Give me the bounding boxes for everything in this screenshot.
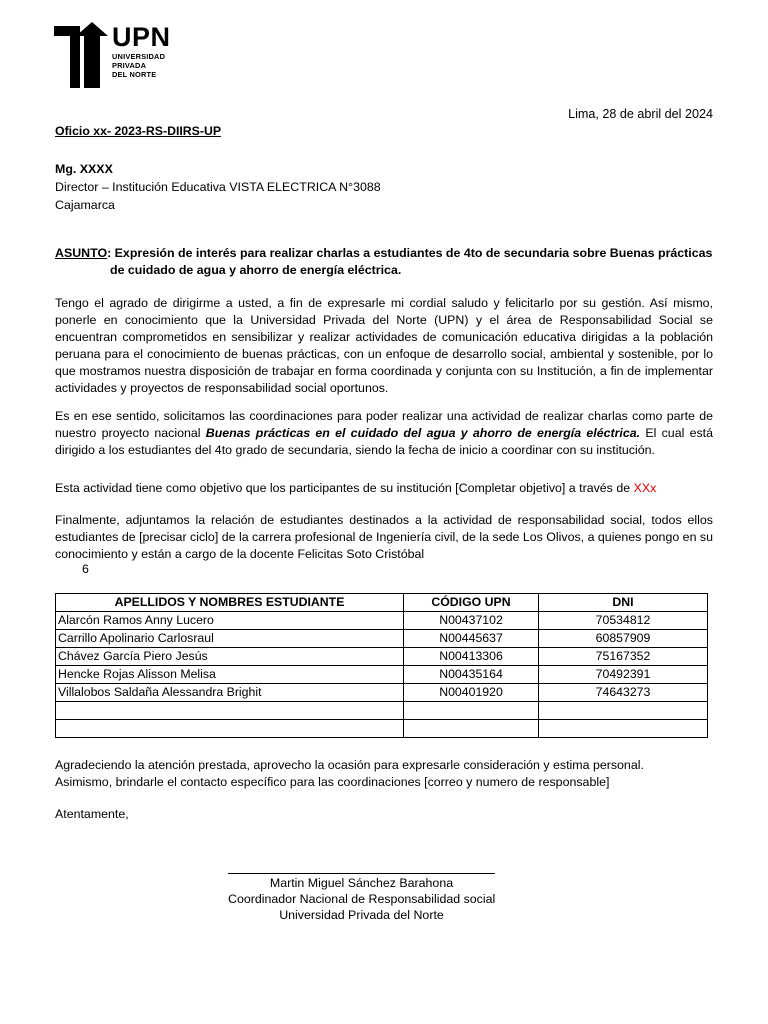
student-name: Carrillo Apolinario Carlosraul bbox=[56, 630, 404, 648]
logo-line-3: DEL NORTE bbox=[112, 70, 157, 79]
student-name: Hencke Rojas Alisson Melisa bbox=[56, 666, 404, 684]
subject-label: ASUNTO bbox=[55, 246, 108, 260]
logo-brand: UPN bbox=[112, 22, 171, 52]
objective-placeholder: XXx bbox=[633, 481, 657, 495]
closing-block bbox=[55, 757, 644, 791]
letter-date: Lima, 28 de abril del 2024 bbox=[568, 107, 713, 121]
student-name: Chávez García Piero Jesús bbox=[56, 648, 404, 666]
recipient-block bbox=[55, 160, 381, 214]
table-row-empty bbox=[56, 702, 708, 720]
student-code bbox=[404, 720, 539, 738]
student-dni bbox=[539, 702, 708, 720]
closing-line-2: Asimismo, brindarle el contacto específico para las coordinaciones [correo y numero de responsable] bbox=[55, 775, 610, 789]
subject-line-2: de cuidado de agua y ahorro de energía eléctrica. bbox=[110, 263, 402, 277]
table-row bbox=[56, 684, 708, 702]
column-header-name: APELLIDOS Y NOMBRES ESTUDIANTE bbox=[56, 594, 404, 612]
table-row bbox=[56, 612, 708, 630]
student-dni: 74643273 bbox=[539, 684, 708, 702]
students-table bbox=[55, 593, 708, 738]
logo-line-2: PRIVADA bbox=[112, 61, 147, 70]
recipient-position: Director – Institución Educativa VISTA ELECTRICA N°3088 bbox=[55, 180, 381, 194]
column-header-code: CÓDIGO UPN bbox=[404, 594, 539, 612]
recipient-city: Cajamarca bbox=[55, 198, 115, 212]
paragraph-introduction: Tengo el agrado de dirigirme a usted, a fin de expresarle mi cordial saludo y felicitarlo por su gestión. Así mismo, ponerle en conocimiento que la Universidad Privada del Norte (UPN) y el área de Responsabilidad Social se encuentran comprometidos en sensibilizar y realizar actividades de comunicación educativa dirigidas a la población peruana para el conocimiento de buenas prácticas, con un enfoque de desarrollo social, ambiental y sostenible, por lo que mostramos nuestra disposición de trabajar en forma coordinada y conjunta con su Institución, a fin de implementar actividades y proyectos de responsabilidad social oportunos. bbox=[55, 296, 713, 395]
student-code: N00413306 bbox=[404, 648, 539, 666]
farewell: Atentamente, bbox=[55, 807, 129, 821]
paragraph-objective bbox=[55, 480, 713, 497]
paragraph-students: Finalmente, adjuntamos la relación de estudiantes destinados a la actividad de responsabilidad social, todos ellos estudiantes de [precisar ciclo] de la carrera profesional de Ingeniería civil, de la sede Los Olivos, a quienes pongo en su conocimiento y están a cargo de la docente Felicitas Soto Cristóbal bbox=[55, 513, 713, 561]
upn-arrow-logo-icon bbox=[54, 22, 110, 88]
table-row bbox=[56, 648, 708, 666]
recipient-name: Mg. XXXX bbox=[55, 162, 113, 176]
signature-block bbox=[228, 873, 495, 923]
upn-logo bbox=[54, 22, 174, 90]
signatory-role: Coordinador Nacional de Responsabilidad social bbox=[228, 892, 496, 906]
student-code: N00401920 bbox=[404, 684, 539, 702]
table-row-empty bbox=[56, 720, 708, 738]
table-row bbox=[56, 666, 708, 684]
stray-number: 6 bbox=[82, 562, 89, 576]
column-header-dni: DNI bbox=[539, 594, 708, 612]
project-name: Buenas prácticas en el cuidado del agua y ahorro de energía eléctrica. bbox=[205, 426, 641, 440]
paragraph-request-text: Es en ese sentido, solicitamos las coordinaciones para poder realizar una actividad de realizar charlas como parte de nuestro proyecto nacional bbox=[55, 409, 713, 440]
student-dni: 75167352 bbox=[539, 648, 708, 666]
letter-reference: Oficio xx- 2023-RS-DIIRS-UP bbox=[55, 124, 222, 138]
student-name bbox=[56, 702, 404, 720]
student-code: N00435164 bbox=[404, 666, 539, 684]
student-dni: 70492391 bbox=[539, 666, 708, 684]
student-dni: 70534812 bbox=[539, 612, 708, 630]
subject-line-1: : Expresión de interés para realizar charlas a estudiantes de 4to de secundaria sobre Buenas prácticas bbox=[107, 246, 713, 260]
subject-block bbox=[55, 245, 713, 279]
student-dni bbox=[539, 720, 708, 738]
logo-line-1: UNIVERSIDAD bbox=[112, 52, 166, 61]
student-code bbox=[404, 702, 539, 720]
paragraph-request-tail: El cual está dirigido a los estudiantes del 4to grado de secundaria, siendo la fecha de inicio a coordinar con su institución. bbox=[55, 426, 714, 457]
student-name: Alarcón Ramos Anny Lucero bbox=[56, 612, 404, 630]
table-row bbox=[56, 630, 708, 648]
signatory-name: Martin Miguel Sánchez Barahona bbox=[269, 876, 454, 890]
signature-line bbox=[228, 873, 495, 874]
student-dni: 60857909 bbox=[539, 630, 708, 648]
student-code: N00445637 bbox=[404, 630, 539, 648]
student-name: Villalobos Saldaña Alessandra Brighit bbox=[56, 684, 404, 702]
student-name bbox=[56, 720, 404, 738]
paragraph-objective-text: Esta actividad tiene como objetivo que los participantes de su institución [Completar objetivo] a través de bbox=[55, 481, 634, 495]
paragraph-request bbox=[55, 408, 713, 459]
signatory-institution: Universidad Privada del Norte bbox=[279, 908, 444, 922]
table-header-row bbox=[56, 594, 708, 612]
student-code: N00437102 bbox=[404, 612, 539, 630]
closing-line-1: Agradeciendo la atención prestada, aprovecho la ocasión para expresarle consideración y estima personal. bbox=[55, 758, 644, 772]
